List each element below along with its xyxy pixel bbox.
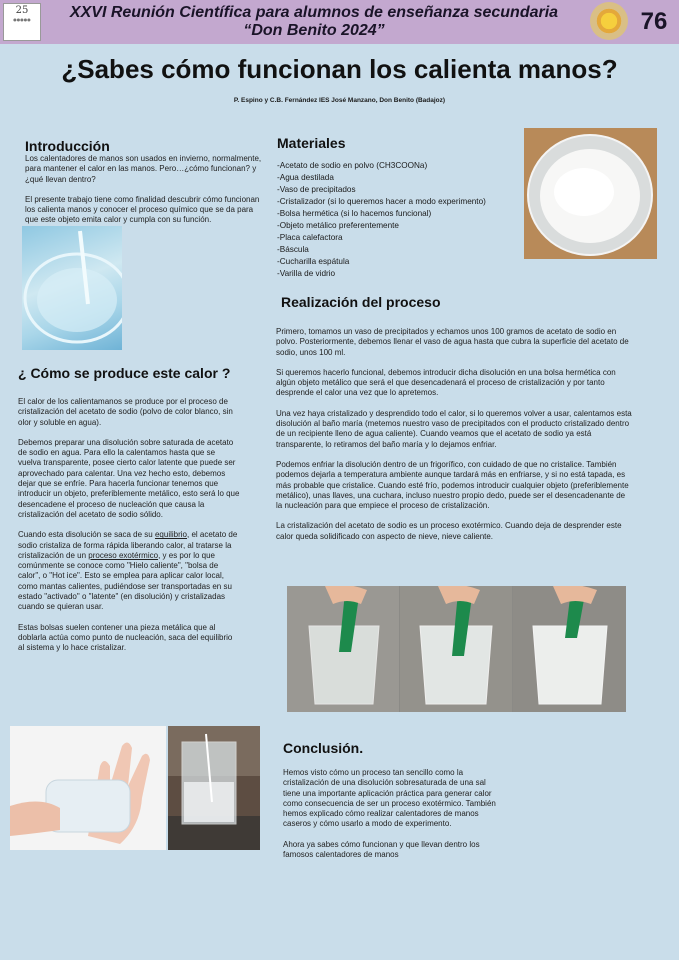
hand-warmer-photo	[10, 726, 166, 850]
material-item: -Agua destilada	[277, 173, 334, 182]
poster-title: ¿Sabes cómo funcionan los calienta manos?	[61, 54, 618, 84]
conclusion-text	[283, 768, 505, 870]
proceso-text	[276, 327, 632, 552]
calor-paragraph: El calor de los calientamanos se produce por el proceso de cristalización del acetato de sodio (polvo de color blanco, sin olor y soluble en agua).	[18, 397, 233, 427]
calor-paragraph: Cuando esta disolución se saca de su equilibrio, el acetato de sodio cristaliza de forma rápida liberando calor, al tratarse la cristalización de un proceso exotérmico, y es por lo que comúnmente se conoce como "Hielo caliente", "bolsa de calor", o "Hot ice". Esto se emplea para aplicar calor local, como mantas calientes, pudiéndose ser transportadas en su estado "activado" o "latente" (en disolución) y cristalizadas cuando se quieran usar.	[18, 530, 238, 612]
crystallization-sequence-photo	[287, 586, 626, 712]
calor-text	[18, 397, 240, 664]
sun-logo	[590, 2, 628, 40]
authors-line: P. Espino y C.B. Fernández IES José Manzano, Don Benito (Badajoz)	[233, 97, 446, 104]
material-item: -Báscula	[277, 245, 309, 254]
material-item: -Bolsa hermética (si lo hacemos funcional)	[277, 209, 432, 218]
exotermico-link: proceso exotérmico	[88, 550, 159, 560]
material-item: -Cucharilla espátula	[277, 257, 350, 266]
materials-list	[277, 160, 512, 280]
calor-heading: ¿ Cómo se produce este calor ?	[18, 365, 231, 381]
materiales-heading: Materiales	[277, 135, 346, 151]
header-line-2: “Don Benito 2024”	[243, 22, 385, 39]
poster-header	[0, 0, 679, 44]
congress-logo: 25 ●●●●●	[3, 3, 41, 41]
intro-heading: Introducción	[25, 138, 110, 154]
poster-number: 76	[640, 8, 668, 35]
conclusion-paragraph: Ahora ya sabes cómo funcionan y que llevan dentro los famosos calentadores de manos	[283, 839, 480, 860]
proceso-paragraph: Primero, tomamos un vaso de precipitados y echamos unos 100 gramos de acetato de sodio en polvo. Posteriormente, debemos llenar el vaso de agua hasta que cubra la superficie del acetato de sodio, unos 100 ml.	[276, 327, 629, 357]
proceso-paragraph: Una vez haya cristalizado y desprendido todo el calor, si lo queremos volver a usar, calentamos esta disolución al baño maría (metemos nuestro vaso de precipitados con el producto cristalizado dentro de un recipiente lleno de agua caliente). Cuando veamos que el acetato de sodio ya está transparente, lo retiramos del baño maría y lo dejamos enfriar.	[276, 408, 632, 449]
proceso-heading: Realización del proceso	[281, 294, 441, 310]
material-item: -Cristalizador (si lo queremos hacer a modo experimento)	[277, 197, 486, 206]
intro-paragraph: Los calentadores de manos son usados en invierno, normalmente, para mantener el calor en las manos. Pero…¿cómo funcionan? y ¿qué llevan dentro?	[25, 154, 262, 184]
sodium-acetate-photo	[524, 128, 657, 259]
calor-paragraph: Estas bolsas suelen contener una pieza metálica que al doblarla actúa como punto de nucleación, saca del equilibrio al sistema y lo hace cristalizar.	[18, 622, 233, 653]
equilibrio-link: equilibrio	[154, 530, 188, 540]
material-item: -Varilla de vidrio	[277, 269, 336, 278]
crystallizer-photo	[22, 226, 122, 350]
material-item: -Acetato de sodio en polvo (CH3COONa)	[277, 161, 428, 170]
proceso-paragraph: La cristalización del acetato de sodio es un proceso exotérmico. Cuando deja de desprender este calor queda solidificado con aspecto de nieve, nieve caliente.	[276, 521, 622, 541]
proceso-paragraph: Si queremos hacerlo funcional, debemos introducir dicha disolución en una bolsa hermética con algún objeto metálico que será el que desencadenará el proceso de cristalización y por tanto desprende el calor una vez que lo apretemos.	[276, 367, 616, 398]
header-line-1: XXVI Reunión Científica para alumnos de enseñanza secundaria	[69, 4, 559, 21]
conclusion-heading: Conclusión.	[283, 740, 364, 756]
beaker-photo	[168, 726, 260, 850]
intro-text	[25, 154, 265, 236]
intro-paragraph: El presente trabajo tiene como finalidad descubrir cómo funcionan los calienta manos y conocer el proceso químico que se da para que este objeto emita calor y cumpla con su función.	[25, 194, 260, 225]
material-item: -Placa calefactora	[277, 233, 343, 242]
proceso-paragraph: Podemos enfriar la disolución dentro de un frigorífico, con cuidado de que no cristalice. También podemos dejarla a temperatura ambiente aunque tardará más en enfriarse, y si no está tapada, es más probable que cristalice. Cuando esté frío, podemos introducir cualquier objeto (preferiblemente metálico), unas llaves, una cuchara, incluso nuestro propio dedo, puede ser el desencadenante de la nucleación para que empiece el proceso de cristalización.	[276, 459, 629, 511]
conclusion-paragraph: Hemos visto cómo un proceso tan sencillo como la cristalización de una disolución sobresaturada de una sal tiene una importante aplicación práctica para generar calor como consecuencia de ser un proceso exotérmico. También hemos explicado cómo realizar calentadores de manos caseros y cómo usarlo a modo de experimento.	[283, 768, 496, 829]
material-item: -Objeto metálico preferentemente	[277, 221, 399, 230]
material-item: -Vaso de precipitados	[277, 185, 356, 194]
calor-paragraph: Debemos preparar una disolución sobre saturada de acetato de sodio en agua. Para ello la calentamos hasta que se vuelva transparente, posee cierto calor latente que puede ser aprovechado para calentar. Una vez hecho esto, debemos dejar que se enfríe. Para hacerla funcionar tenemos que introducir un objeto, preferiblemente metálico, esto será lo que desencadene el proceso de nucleación que causa la cristalización del acetato de sodio sólido.	[18, 437, 240, 519]
